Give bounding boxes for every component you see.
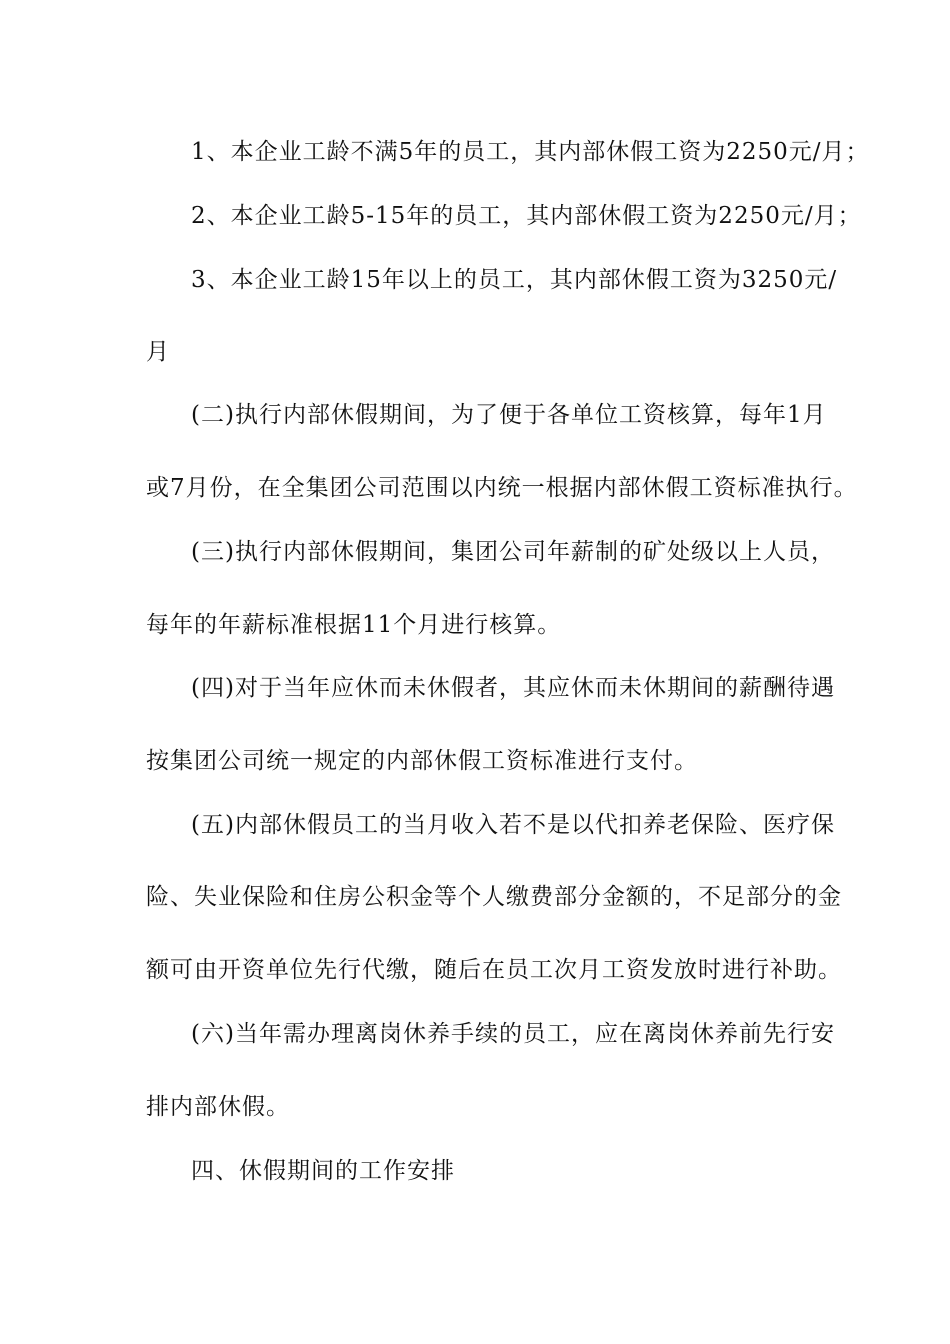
paragraph-line: (六)当年需办理离岗休养手续的员工，应在离岗休养前先行安 [191, 1021, 835, 1047]
paragraph-line: 2、本企业工龄5-15年的员工，其内部休假工资为2250元/月； [191, 203, 862, 229]
section-heading: 四、休假期间的工作安排 [191, 1158, 455, 1184]
paragraph-line: 按集团公司统一规定的内部休假工资标准进行支付。 [146, 748, 698, 774]
paragraph-line: 1、本企业工龄不满5年的员工，其内部休假工资为2250元/月； [191, 139, 870, 165]
paragraph-line: 每年的年薪标准根据11个月进行核算。 [146, 612, 562, 638]
paragraph-line: (四)对于当年应休而未休假者，其应休而未休期间的薪酬待遇 [191, 675, 835, 701]
paragraph-line: 排内部休假。 [146, 1094, 290, 1120]
paragraph-line: 3、本企业工龄15年以上的员工，其内部休假工资为3250元/ [191, 267, 838, 293]
paragraph-line: (三)执行内部休假期间，集团公司年薪制的矿处级以上人员， [191, 539, 835, 565]
paragraph-line: (二)执行内部休假期间，为了便于各单位工资核算，每年1月 [191, 402, 827, 428]
paragraph-line: 险、失业保险和住房公积金等个人缴费部分金额的，不足部分的金 [146, 884, 842, 910]
paragraph-line: 额可由开资单位先行代缴，随后在员工次月工资发放时进行补助。 [146, 957, 842, 983]
paragraph-line: 月 [146, 339, 170, 365]
paragraph-line: 或7月份，在全集团公司范围以内统一根据内部休假工资标准执行。 [146, 475, 858, 501]
paragraph-line: (五)内部休假员工的当月收入若不是以代扣养老保险、医疗保 [191, 812, 835, 838]
